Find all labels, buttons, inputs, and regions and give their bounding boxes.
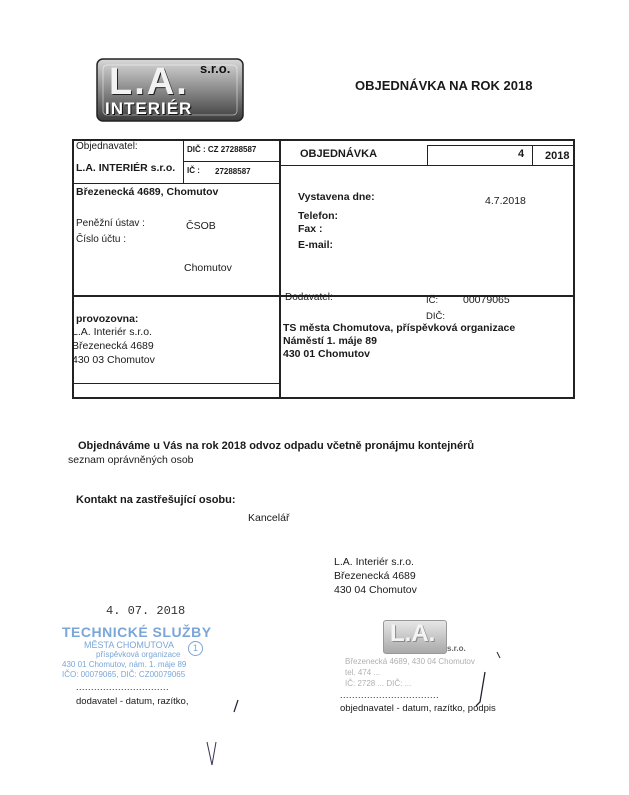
logo-sro: s.r.o. bbox=[200, 61, 231, 76]
supplier-caption: dodavatel - datum, razítko, bbox=[76, 696, 189, 707]
logo-main: L.A. bbox=[109, 61, 189, 103]
sign-name: L.A. Interiér s.r.o. bbox=[334, 556, 414, 568]
orderer-label: Objednavatel: bbox=[76, 141, 138, 152]
stamp-orderer-line3: IČ: 2728 ... DIČ: ... bbox=[345, 679, 412, 688]
stamp-orderer-line2: tel. 474 ... bbox=[345, 668, 381, 677]
branch-name: L.A. Interiér s.r.o. bbox=[72, 326, 152, 338]
branch-street: Březenecká 4689 bbox=[72, 340, 154, 352]
email-label: E-mail: bbox=[298, 239, 334, 251]
sign-city: 430 04 Chomutov bbox=[334, 584, 417, 596]
order-text: Objednáváme u Vás na rok 2018 odvoz odpadu včetně pronájmu kontejnérů bbox=[78, 440, 475, 452]
issued-date: 4.7.2018 bbox=[485, 195, 526, 207]
stamp-orderer-line1: Březenecká 4689, 430 04 Chomutov bbox=[345, 657, 475, 666]
logo-sub: INTERIÉR bbox=[105, 99, 193, 118]
bank-value: ČSOB bbox=[186, 220, 216, 232]
stamp-supplier-line4: 430 01 Chomutov, nám. 1. máje 89 bbox=[62, 660, 187, 669]
sign-street: Březenecká 4689 bbox=[334, 570, 416, 582]
supplier-street: Náměstí 1. máje 89 bbox=[283, 335, 377, 347]
order-number: 4 bbox=[518, 148, 525, 160]
page-title: OBJEDNÁVKA NA ROK 2018 bbox=[355, 78, 533, 93]
stamp-supplier-line3: příspěvková organizace bbox=[96, 650, 181, 659]
supplier-label: Dodavatel: bbox=[285, 292, 333, 303]
list-text: seznam oprávněných osob bbox=[68, 454, 194, 466]
stamp-date: 4. 07. 2018 bbox=[106, 604, 186, 618]
orderer-name: L.A. INTERIÉR s.r.o. bbox=[76, 162, 176, 174]
branch-label: provozovna: bbox=[76, 313, 139, 325]
orderer-dic: DIČ : CZ 27288587 bbox=[187, 145, 257, 154]
stamp-supplier-number: 1 bbox=[188, 641, 203, 656]
orderer-address: Březenecká 4689, Chomutov bbox=[76, 186, 219, 198]
branch-city: 430 03 Chomutov bbox=[72, 354, 155, 366]
bank-label: Peněžní ústav : bbox=[76, 218, 145, 229]
orderer-caption: objednavatel - datum, razítko, podpis bbox=[340, 703, 496, 714]
supplier-signature-mark bbox=[234, 700, 238, 712]
orderer-signature-mark bbox=[476, 672, 485, 706]
orderer-city: Chomutov bbox=[184, 262, 232, 274]
supplier-dots: ............................... bbox=[76, 682, 170, 692]
supplier-city: 430 01 Chomutov bbox=[283, 348, 370, 360]
orderer-ic-label: IČ : bbox=[187, 166, 200, 175]
stamp-supplier-line5: IČO: 00079065, DIČ: CZ00079065 bbox=[62, 670, 186, 679]
initial-mark bbox=[207, 742, 216, 765]
orderer-dots: ................................. bbox=[340, 690, 440, 700]
contact-label: Kontakt na zastřešující osobu: bbox=[76, 494, 236, 506]
supplier-ic-label: IČ: bbox=[426, 295, 439, 306]
order-label: OBJEDNÁVKA bbox=[300, 148, 378, 160]
orderer-ic-value: 27288587 bbox=[215, 167, 251, 176]
contact-value: Kancelář bbox=[248, 512, 290, 524]
phone-label: Telefon: bbox=[298, 210, 339, 222]
supplier-name: TS města Chomutova, příspěvková organizace bbox=[283, 322, 516, 334]
supplier-dic-label: DIČ: bbox=[426, 311, 445, 322]
stamp-orderer-suffix: s.r.o. bbox=[447, 644, 466, 653]
supplier-ic-value: 00079065 bbox=[463, 294, 510, 306]
stamp-supplier-line2: MĚSTA CHOMUTOVA bbox=[84, 640, 175, 650]
account-label: Číslo účtu : bbox=[76, 234, 127, 245]
issued-label: Vystavena dne: bbox=[298, 191, 375, 203]
tick-mark bbox=[497, 652, 500, 658]
order-year: 2018 bbox=[545, 150, 570, 162]
stamp-supplier-line1: TECHNICKÉ SLUŽBY bbox=[62, 624, 212, 640]
fax-label: Fax : bbox=[298, 223, 323, 235]
stamp-orderer-logo: L.A. bbox=[390, 620, 436, 647]
